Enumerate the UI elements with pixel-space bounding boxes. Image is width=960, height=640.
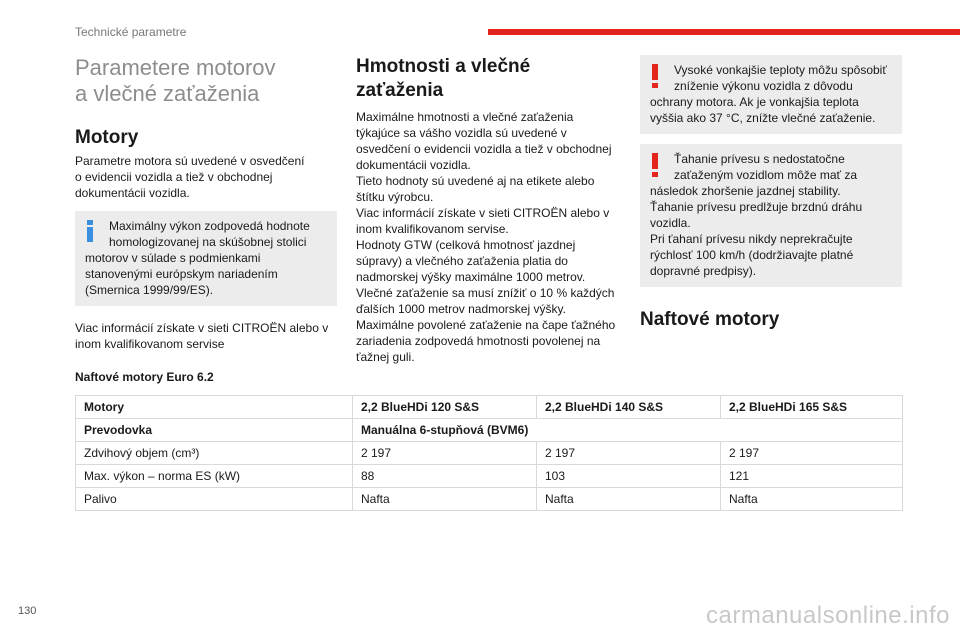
table-cell: Manuálna 6-stupňová (BVM6) xyxy=(353,419,903,442)
table-header-row xyxy=(76,396,903,419)
table-cell: Nafta xyxy=(537,488,721,511)
page-number: 130 xyxy=(18,605,37,617)
table-row xyxy=(76,442,903,465)
heading-naftove-motory: Naftové motory xyxy=(640,309,780,330)
table-cell: Motory xyxy=(76,396,353,419)
service-text: Viac informácií získate v sieti CITROËN alebo v inom kvalifikovanom servise xyxy=(75,321,329,351)
watermark: carmanualsonline.info xyxy=(706,602,950,629)
warning-note-trailer: Ťahanie prívesu s nedostatočne zaťaženým vozidlom môže mať za následok zhoršenie jazdnej stability. Ťahanie prívesu predlžuje brzdnú dráhu vozidla. Pri ťahaní prívesu nikdy neprekračujte rýchlosť 100 km/h (dodržiavajte platné dopravné predpisy). xyxy=(640,144,902,287)
table-cell: 2 197 xyxy=(353,442,537,465)
section-header: Technické parametre xyxy=(75,25,187,39)
info-icon xyxy=(87,220,93,244)
table-cell: 2,2 BlueHDi 140 S&S xyxy=(537,396,721,419)
engine-table xyxy=(75,395,903,511)
table-cell: Palivo xyxy=(76,488,353,511)
table-cell: Zdvihový objem (cm³) xyxy=(76,442,353,465)
warning-note-temperature: Vysoké vonkajšie teploty môžu spôsobiť zníženie výkonu vozidla z dôvodu ochrany motora. Ak je vonkajšia teplota vyššia ako 37 °C, znížte vlečné zaťaženie. xyxy=(640,55,902,134)
table-title: Naftové motory Euro 6.2 xyxy=(75,370,214,384)
column-1 xyxy=(75,55,337,352)
table-row xyxy=(76,488,903,511)
heading-motory: Motory xyxy=(75,127,139,148)
table-row xyxy=(76,465,903,488)
column-2 xyxy=(356,55,620,365)
table-cell: 2 197 xyxy=(537,442,721,465)
table-cell: 2,2 BlueHDi 165 S&S xyxy=(721,396,903,419)
warning-icon xyxy=(652,64,658,88)
table-cell: Prevodovka xyxy=(76,419,353,442)
heading-hmotnosti: Hmotnosti a vlečné zaťaženia xyxy=(356,56,531,101)
warning-icon xyxy=(652,153,658,177)
motory-text: Parametre motora sú uvedené v osvedčení o evidencii vozidla a tiež v obchodnej dokumentácii vozidla. xyxy=(75,154,305,200)
info-note: Maximálny výkon zodpovedá hodnote homologizovanej na skúšobnej stolici motorov v súlade s podmienkami stanovenými európskym nariadením (Smernica 1999/99/ES). xyxy=(75,211,337,306)
table-cell: Nafta xyxy=(353,488,537,511)
table-cell: Max. výkon – norma ES (kW) xyxy=(76,465,353,488)
table-cell: 88 xyxy=(353,465,537,488)
table-row xyxy=(76,419,903,442)
column-3 xyxy=(640,55,902,331)
page-title: Parametere motorov a vlečné zaťaženia xyxy=(75,55,276,106)
table-cell: Nafta xyxy=(721,488,903,511)
table-cell: 121 xyxy=(721,465,903,488)
table-cell: 2,2 BlueHDi 120 S&S xyxy=(353,396,537,419)
table-cell: 103 xyxy=(537,465,721,488)
header-accent-bar xyxy=(488,29,960,35)
hmotnosti-text: Maximálne hmotnosti a vlečné zaťaženia týkajúce sa vášho vozidla sú uvedené v osvedčení o evidencii vozidla a tiež v obchodnej dokumentácii vozidla. Tieto hodnoty sú uvedené aj na etikete alebo štítku výrobcu. Viac informácií získate v sieti CITROËN alebo v inom kvalifikovanom servise. Hodnoty GTW (celková hmotnosť jazdnej súpravy) a vlečného zaťaženia platia do nadmorskej výšky maximálne 1000 metrov. Vlečné zaťaženie sa musí znížiť o 10 % každých ďalších 1000 metrov nadmorskej výšky. Maximálne povolené zaťaženie na čape ťažného zariadenia zodpovedá hmotnosti povolenej na ťažnej guli. xyxy=(356,110,616,364)
table-cell: 2 197 xyxy=(721,442,903,465)
